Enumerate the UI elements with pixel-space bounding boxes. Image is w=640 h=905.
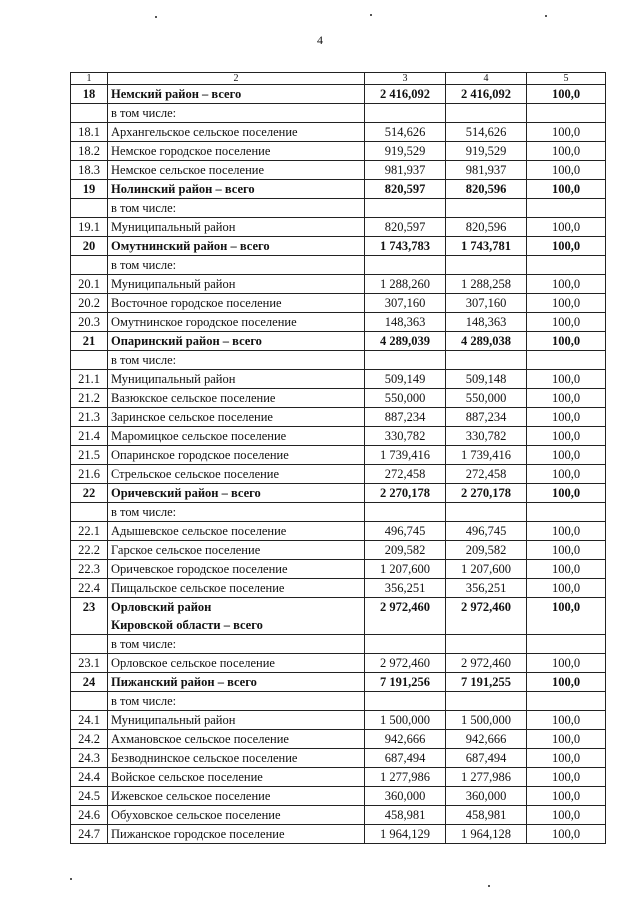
plan-value: 2 972,460 bbox=[365, 654, 446, 673]
row-number bbox=[71, 692, 108, 711]
row-number: 18.3 bbox=[71, 161, 108, 180]
plan-value: 330,782 bbox=[365, 427, 446, 446]
plan-value: 1 743,783 bbox=[365, 237, 446, 256]
table-row bbox=[71, 806, 606, 825]
plan-value bbox=[365, 104, 446, 123]
column-header: 2 bbox=[108, 73, 365, 85]
actual-value: 2 972,460 bbox=[446, 598, 527, 635]
plan-value bbox=[365, 692, 446, 711]
row-name: Безводнинское сельское поселение bbox=[108, 749, 365, 768]
row-name: Архангельское сельское поселение bbox=[108, 123, 365, 142]
row-number bbox=[71, 199, 108, 218]
plan-value: 1 739,416 bbox=[365, 446, 446, 465]
percent-value: 100,0 bbox=[527, 123, 606, 142]
row-name: Муниципальный район bbox=[108, 218, 365, 237]
row-name: Опаринский район – всего bbox=[108, 332, 365, 351]
percent-value: 100,0 bbox=[527, 85, 606, 104]
percent-value: 100,0 bbox=[527, 408, 606, 427]
percent-value bbox=[527, 351, 606, 370]
row-name: Пижанский район – всего bbox=[108, 673, 365, 692]
actual-value: 1 288,258 bbox=[446, 275, 527, 294]
table-row bbox=[71, 730, 606, 749]
row-name: в том числе: bbox=[108, 351, 365, 370]
table-row bbox=[71, 104, 606, 123]
percent-value: 100,0 bbox=[527, 465, 606, 484]
plan-value: 356,251 bbox=[365, 579, 446, 598]
page-number: 4 bbox=[317, 33, 323, 47]
plan-value: 4 289,039 bbox=[365, 332, 446, 351]
actual-value: 550,000 bbox=[446, 389, 527, 408]
table-row bbox=[71, 825, 606, 844]
percent-value: 100,0 bbox=[527, 332, 606, 351]
row-number: 24.3 bbox=[71, 749, 108, 768]
actual-value bbox=[446, 503, 527, 522]
actual-value: 496,745 bbox=[446, 522, 527, 541]
row-number: 20 bbox=[71, 237, 108, 256]
percent-value: 100,0 bbox=[527, 768, 606, 787]
actual-value: 1 500,000 bbox=[446, 711, 527, 730]
percent-value: 100,0 bbox=[527, 654, 606, 673]
row-name: в том числе: bbox=[108, 692, 365, 711]
table-row bbox=[71, 351, 606, 370]
table-row bbox=[71, 408, 606, 427]
percent-value: 100,0 bbox=[527, 218, 606, 237]
actual-value: 509,148 bbox=[446, 370, 527, 389]
percent-value: 100,0 bbox=[527, 161, 606, 180]
table-row bbox=[71, 199, 606, 218]
plan-value: 1 288,260 bbox=[365, 275, 446, 294]
row-number: 24.2 bbox=[71, 730, 108, 749]
scan-speck bbox=[545, 15, 547, 17]
row-name: в том числе: bbox=[108, 104, 365, 123]
percent-value: 100,0 bbox=[527, 541, 606, 560]
actual-value: 1 739,416 bbox=[446, 446, 527, 465]
actual-value: 2 416,092 bbox=[446, 85, 527, 104]
row-name: Восточное городское поселение bbox=[108, 294, 365, 313]
plan-value: 509,149 bbox=[365, 370, 446, 389]
row-name: Пижанское городское поселение bbox=[108, 825, 365, 844]
row-number: 21.1 bbox=[71, 370, 108, 389]
percent-value: 100,0 bbox=[527, 522, 606, 541]
percent-value: 100,0 bbox=[527, 749, 606, 768]
row-name-line: Кировской области – всего bbox=[111, 618, 263, 632]
actual-value: 820,596 bbox=[446, 218, 527, 237]
table-row bbox=[71, 275, 606, 294]
actual-value: 330,782 bbox=[446, 427, 527, 446]
scan-speck bbox=[488, 885, 490, 887]
row-name: в том числе: bbox=[108, 503, 365, 522]
row-number: 21 bbox=[71, 332, 108, 351]
actual-value bbox=[446, 351, 527, 370]
row-number: 22.2 bbox=[71, 541, 108, 560]
percent-value: 100,0 bbox=[527, 711, 606, 730]
actual-value: 942,666 bbox=[446, 730, 527, 749]
actual-value: 887,234 bbox=[446, 408, 527, 427]
actual-value: 1 964,128 bbox=[446, 825, 527, 844]
actual-value bbox=[446, 104, 527, 123]
actual-value bbox=[446, 635, 527, 654]
actual-value: 458,981 bbox=[446, 806, 527, 825]
row-name: в том числе: bbox=[108, 199, 365, 218]
actual-value: 1 743,781 bbox=[446, 237, 527, 256]
plan-value: 687,494 bbox=[365, 749, 446, 768]
percent-value: 100,0 bbox=[527, 806, 606, 825]
plan-value bbox=[365, 199, 446, 218]
actual-value: 4 289,038 bbox=[446, 332, 527, 351]
plan-value: 458,981 bbox=[365, 806, 446, 825]
plan-value: 887,234 bbox=[365, 408, 446, 427]
row-name: Гарское сельское поселение bbox=[108, 541, 365, 560]
budget-table bbox=[70, 72, 606, 844]
row-name: Муниципальный район bbox=[108, 370, 365, 389]
row-number: 20.3 bbox=[71, 313, 108, 332]
table-row bbox=[71, 465, 606, 484]
column-header: 3 bbox=[365, 73, 446, 85]
row-number: 24.6 bbox=[71, 806, 108, 825]
column-header: 4 bbox=[446, 73, 527, 85]
plan-value bbox=[365, 503, 446, 522]
table-row bbox=[71, 503, 606, 522]
row-name: Маромицкое сельское поселение bbox=[108, 427, 365, 446]
plan-value: 272,458 bbox=[365, 465, 446, 484]
percent-value bbox=[527, 692, 606, 711]
table-row bbox=[71, 332, 606, 351]
table-row bbox=[71, 256, 606, 275]
row-number: 21.3 bbox=[71, 408, 108, 427]
column-header: 1 bbox=[71, 73, 108, 85]
table-row bbox=[71, 294, 606, 313]
row-name: Опаринское городское поселение bbox=[108, 446, 365, 465]
table-row bbox=[71, 560, 606, 579]
actual-value: 514,626 bbox=[446, 123, 527, 142]
plan-value: 820,597 bbox=[365, 180, 446, 199]
table-row bbox=[71, 218, 606, 237]
plan-value: 981,937 bbox=[365, 161, 446, 180]
percent-value: 100,0 bbox=[527, 787, 606, 806]
row-number: 21.5 bbox=[71, 446, 108, 465]
percent-value: 100,0 bbox=[527, 560, 606, 579]
plan-value: 7 191,256 bbox=[365, 673, 446, 692]
percent-value: 100,0 bbox=[527, 598, 606, 635]
row-number: 24.4 bbox=[71, 768, 108, 787]
plan-value bbox=[365, 351, 446, 370]
actual-value: 2 270,178 bbox=[446, 484, 527, 503]
plan-value: 209,582 bbox=[365, 541, 446, 560]
percent-value: 100,0 bbox=[527, 484, 606, 503]
actual-value: 356,251 bbox=[446, 579, 527, 598]
table-row bbox=[71, 427, 606, 446]
row-name: Муниципальный район bbox=[108, 275, 365, 294]
percent-value: 100,0 bbox=[527, 370, 606, 389]
row-name: Омутнинский район – всего bbox=[108, 237, 365, 256]
actual-value bbox=[446, 256, 527, 275]
row-number: 19 bbox=[71, 180, 108, 199]
row-number bbox=[71, 256, 108, 275]
table-row bbox=[71, 484, 606, 503]
table-row bbox=[71, 161, 606, 180]
table-row bbox=[71, 237, 606, 256]
row-name: Адышевское сельское поселение bbox=[108, 522, 365, 541]
plan-value: 1 964,129 bbox=[365, 825, 446, 844]
row-number: 23 bbox=[71, 598, 108, 635]
row-name: Омутнинское городское поселение bbox=[108, 313, 365, 332]
row-number: 20.2 bbox=[71, 294, 108, 313]
row-name: Немское сельское поселение bbox=[108, 161, 365, 180]
row-number: 19.1 bbox=[71, 218, 108, 237]
plan-value: 550,000 bbox=[365, 389, 446, 408]
row-name: Ахмановское сельское поселение bbox=[108, 730, 365, 749]
actual-value: 1 277,986 bbox=[446, 768, 527, 787]
percent-value: 100,0 bbox=[527, 180, 606, 199]
plan-value bbox=[365, 635, 446, 654]
percent-value: 100,0 bbox=[527, 313, 606, 332]
table-row bbox=[71, 522, 606, 541]
row-name: Оричевский район – всего bbox=[108, 484, 365, 503]
percent-value bbox=[527, 199, 606, 218]
row-name: Войское сельское поселение bbox=[108, 768, 365, 787]
row-name: Нолинский район – всего bbox=[108, 180, 365, 199]
plan-value: 1 500,000 bbox=[365, 711, 446, 730]
percent-value: 100,0 bbox=[527, 673, 606, 692]
row-name: в том числе: bbox=[108, 256, 365, 275]
table-row bbox=[71, 85, 606, 104]
row-name bbox=[108, 598, 365, 635]
row-number: 18.1 bbox=[71, 123, 108, 142]
row-name-line: Орловский район bbox=[111, 600, 212, 614]
percent-value: 100,0 bbox=[527, 427, 606, 446]
table-row bbox=[71, 787, 606, 806]
scan-speck bbox=[155, 16, 157, 18]
percent-value bbox=[527, 635, 606, 654]
row-number: 24.5 bbox=[71, 787, 108, 806]
row-number: 23.1 bbox=[71, 654, 108, 673]
actual-value: 820,596 bbox=[446, 180, 527, 199]
row-name: Ижевское сельское поселение bbox=[108, 787, 365, 806]
percent-value: 100,0 bbox=[527, 275, 606, 294]
actual-value bbox=[446, 199, 527, 218]
row-name: Заринское сельское поселение bbox=[108, 408, 365, 427]
plan-value: 942,666 bbox=[365, 730, 446, 749]
row-number: 18 bbox=[71, 85, 108, 104]
table-row bbox=[71, 541, 606, 560]
row-number: 22 bbox=[71, 484, 108, 503]
row-number bbox=[71, 503, 108, 522]
table-row bbox=[71, 673, 606, 692]
plan-value: 2 270,178 bbox=[365, 484, 446, 503]
scan-speck bbox=[370, 14, 372, 16]
table-row bbox=[71, 692, 606, 711]
plan-value: 2 972,460 bbox=[365, 598, 446, 635]
row-number: 21.4 bbox=[71, 427, 108, 446]
actual-value: 1 207,600 bbox=[446, 560, 527, 579]
plan-value: 2 416,092 bbox=[365, 85, 446, 104]
column-header: 5 bbox=[527, 73, 606, 85]
actual-value bbox=[446, 692, 527, 711]
table-row bbox=[71, 370, 606, 389]
actual-value: 148,363 bbox=[446, 313, 527, 332]
actual-value: 307,160 bbox=[446, 294, 527, 313]
row-number: 22.4 bbox=[71, 579, 108, 598]
row-number: 22.3 bbox=[71, 560, 108, 579]
actual-value: 7 191,255 bbox=[446, 673, 527, 692]
row-name: в том числе: bbox=[108, 635, 365, 654]
percent-value bbox=[527, 503, 606, 522]
row-name: Вазюкское сельское поселение bbox=[108, 389, 365, 408]
plan-value: 1 207,600 bbox=[365, 560, 446, 579]
table-row bbox=[71, 180, 606, 199]
plan-value: 360,000 bbox=[365, 787, 446, 806]
percent-value: 100,0 bbox=[527, 142, 606, 161]
row-name: Орловское сельское поселение bbox=[108, 654, 365, 673]
column-number-row bbox=[71, 73, 606, 85]
row-number: 24.7 bbox=[71, 825, 108, 844]
plan-value: 820,597 bbox=[365, 218, 446, 237]
plan-value: 919,529 bbox=[365, 142, 446, 161]
row-name: Пищальское сельское поселение bbox=[108, 579, 365, 598]
row-number: 21.2 bbox=[71, 389, 108, 408]
percent-value: 100,0 bbox=[527, 237, 606, 256]
row-number bbox=[71, 104, 108, 123]
actual-value: 687,494 bbox=[446, 749, 527, 768]
percent-value bbox=[527, 104, 606, 123]
table-row bbox=[71, 579, 606, 598]
actual-value: 919,529 bbox=[446, 142, 527, 161]
row-number bbox=[71, 351, 108, 370]
row-name: Немское городское поселение bbox=[108, 142, 365, 161]
row-number bbox=[71, 635, 108, 654]
actual-value: 209,582 bbox=[446, 541, 527, 560]
table-row bbox=[71, 598, 606, 635]
percent-value: 100,0 bbox=[527, 825, 606, 844]
plan-value bbox=[365, 256, 446, 275]
plan-value: 1 277,986 bbox=[365, 768, 446, 787]
scan-speck bbox=[70, 878, 72, 880]
table-row bbox=[71, 635, 606, 654]
table-row bbox=[71, 749, 606, 768]
actual-value: 272,458 bbox=[446, 465, 527, 484]
row-number: 21.6 bbox=[71, 465, 108, 484]
row-name: Немский район – всего bbox=[108, 85, 365, 104]
table-row bbox=[71, 446, 606, 465]
row-number: 24 bbox=[71, 673, 108, 692]
plan-value: 514,626 bbox=[365, 123, 446, 142]
row-name: Муниципальный район bbox=[108, 711, 365, 730]
plan-value: 307,160 bbox=[365, 294, 446, 313]
table-row bbox=[71, 313, 606, 332]
row-name: Обуховское сельское поселение bbox=[108, 806, 365, 825]
percent-value bbox=[527, 256, 606, 275]
table-row bbox=[71, 389, 606, 408]
row-number: 18.2 bbox=[71, 142, 108, 161]
row-number: 20.1 bbox=[71, 275, 108, 294]
percent-value: 100,0 bbox=[527, 730, 606, 749]
percent-value: 100,0 bbox=[527, 294, 606, 313]
row-name: Стрельское сельское поселение bbox=[108, 465, 365, 484]
actual-value: 360,000 bbox=[446, 787, 527, 806]
plan-value: 148,363 bbox=[365, 313, 446, 332]
table-row bbox=[71, 123, 606, 142]
row-number: 22.1 bbox=[71, 522, 108, 541]
percent-value: 100,0 bbox=[527, 446, 606, 465]
actual-value: 981,937 bbox=[446, 161, 527, 180]
plan-value: 496,745 bbox=[365, 522, 446, 541]
percent-value: 100,0 bbox=[527, 389, 606, 408]
row-name: Оричевское городское поселение bbox=[108, 560, 365, 579]
actual-value: 2 972,460 bbox=[446, 654, 527, 673]
table-row bbox=[71, 142, 606, 161]
table-row bbox=[71, 768, 606, 787]
table-row bbox=[71, 711, 606, 730]
table-row bbox=[71, 654, 606, 673]
row-number: 24.1 bbox=[71, 711, 108, 730]
percent-value: 100,0 bbox=[527, 579, 606, 598]
